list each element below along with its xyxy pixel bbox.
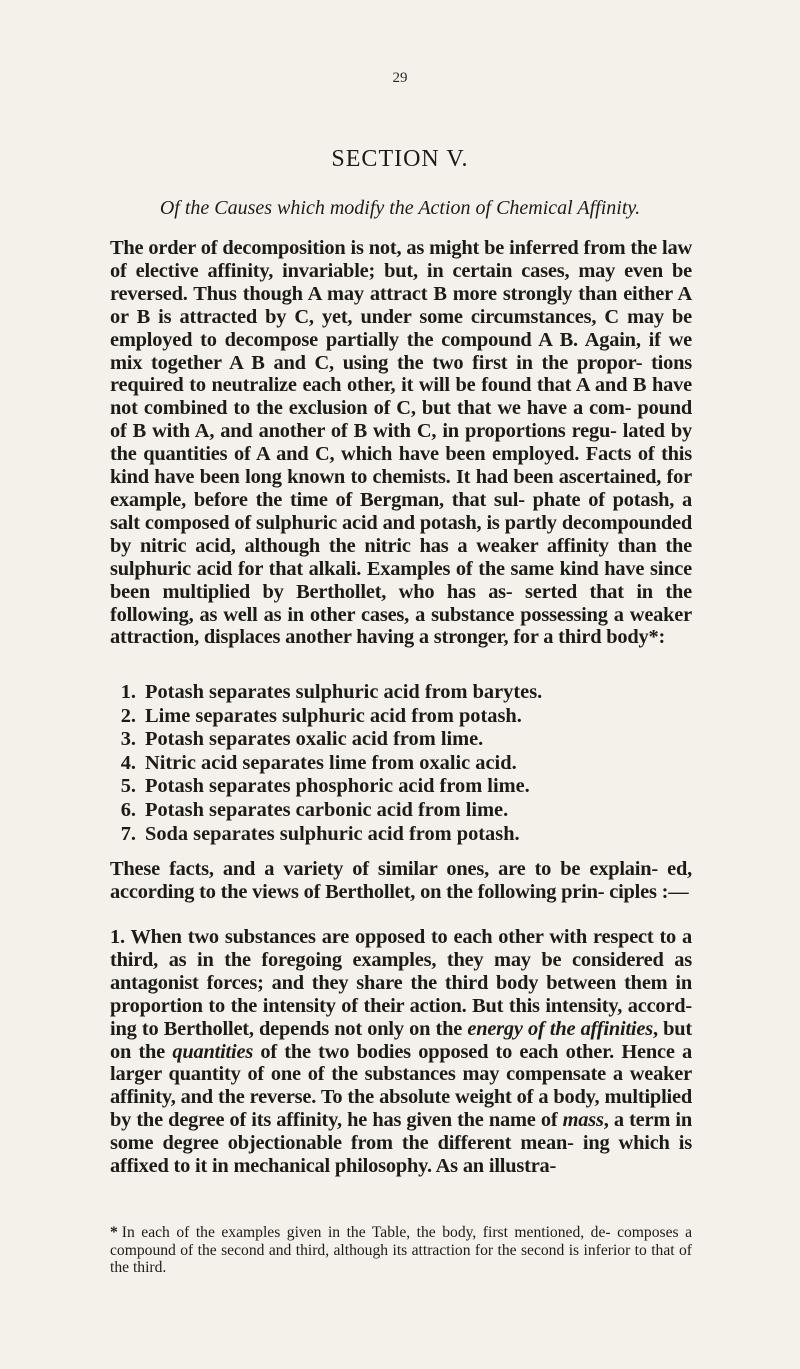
paragraph-intro bbox=[110, 237, 692, 649]
footnote bbox=[110, 1224, 692, 1277]
list-item: 3. Potash separates oxalic acid from lime. bbox=[120, 728, 484, 751]
footnote-marker: * bbox=[110, 1224, 118, 1241]
emphasis-mass: mass bbox=[562, 1109, 604, 1132]
list-item: 7. Soda separates sulphuric acid from potash. bbox=[120, 822, 520, 845]
emphasis-energy: energy of the affinities bbox=[467, 1017, 653, 1040]
footnote-text: In each of the examples given in the Table, the body, first mentioned, de- composes a compound of the second and third, although its attraction for the second is inferior to that of the third. bbox=[110, 1224, 692, 1276]
section-heading: SECTION V. bbox=[331, 146, 469, 172]
list-item: 4. Nitric acid separates lime from oxalic acid. bbox=[120, 751, 517, 774]
emphasis-quantities: quantities bbox=[172, 1040, 254, 1063]
paragraph-principles-intro-text: These facts, and a variety of similar ones, are to be explain- ed, according to the views of Berthollet, on the following prin- ciples :— bbox=[110, 858, 692, 903]
paragraph-principle-one-text: 1. When two substances are opposed to each other with respect to a third, as in the foregoing examples, they may be considered as antagonist forces; and they share the third body between them in proportion to the intensity of their action. But this intensity, accord- ing to Berthollet, depends not only on the energy of the affinities, but on the quantities of the two bodies opposed to each other. Hence a larger quantity of one of the substances may compensate a weaker affinity, and the reverse. To the absolute weight of a body, multiplied by the degree of its affinity, he has given the name of mass, a term in some degree objectionable from the different mean- ing which is affixed to it in mechanical philosophy. As an illustra- bbox=[110, 926, 692, 1178]
section-subtitle: Of the Causes which modify the Action of Chemical Affinity. bbox=[159, 197, 641, 219]
list-item: 5. Potash separates phosphoric acid from lime. bbox=[120, 775, 530, 798]
examples-list bbox=[110, 681, 670, 846]
paragraph-principles-intro bbox=[110, 858, 692, 904]
paragraph-principle-one bbox=[110, 926, 692, 1178]
page-number: 29 bbox=[392, 70, 408, 86]
paragraph-intro-text: The order of decomposition is not, as might be inferred from the law of elective affinity, invariable; but, in certain cases, may even be reversed. Thus though A may attract B more strongly than either A or B is attracted by C, yet, under some circumstances, C may be employed to decompose partially the compound A B. Again, if we mix together A B and C, using the two first in the propor- tions required to neutralize each other, it will be found that A and B have not combined to the exclusion of C, but that we have a com- pound of B with A, and another of B with C, in proportions regu- lated by the quantities of A and C, which have been employed. Facts of this kind have been long known to chemists. It had been ascertained, for example, before the time of Bergman, that sul- phate of potash, a salt composed of sulphuric acid and potash, is partly decompounded by nitric acid, although the nitric has a weaker affinity than the sulphuric acid for that alkali. Examples of the same kind have since been multiplied by Berthollet, who has as- serted that in the following, as well as in other cases, a substance possessing a weaker attraction, displaces another having a stronger, for a third body*: bbox=[110, 237, 692, 649]
list-item: 1. Potash separates sulphuric acid from barytes. bbox=[120, 681, 543, 703]
list-item: 6. Potash separates carbonic acid from lime. bbox=[120, 798, 509, 821]
list-item: 2. Lime separates sulphuric acid from potash. bbox=[120, 704, 522, 727]
